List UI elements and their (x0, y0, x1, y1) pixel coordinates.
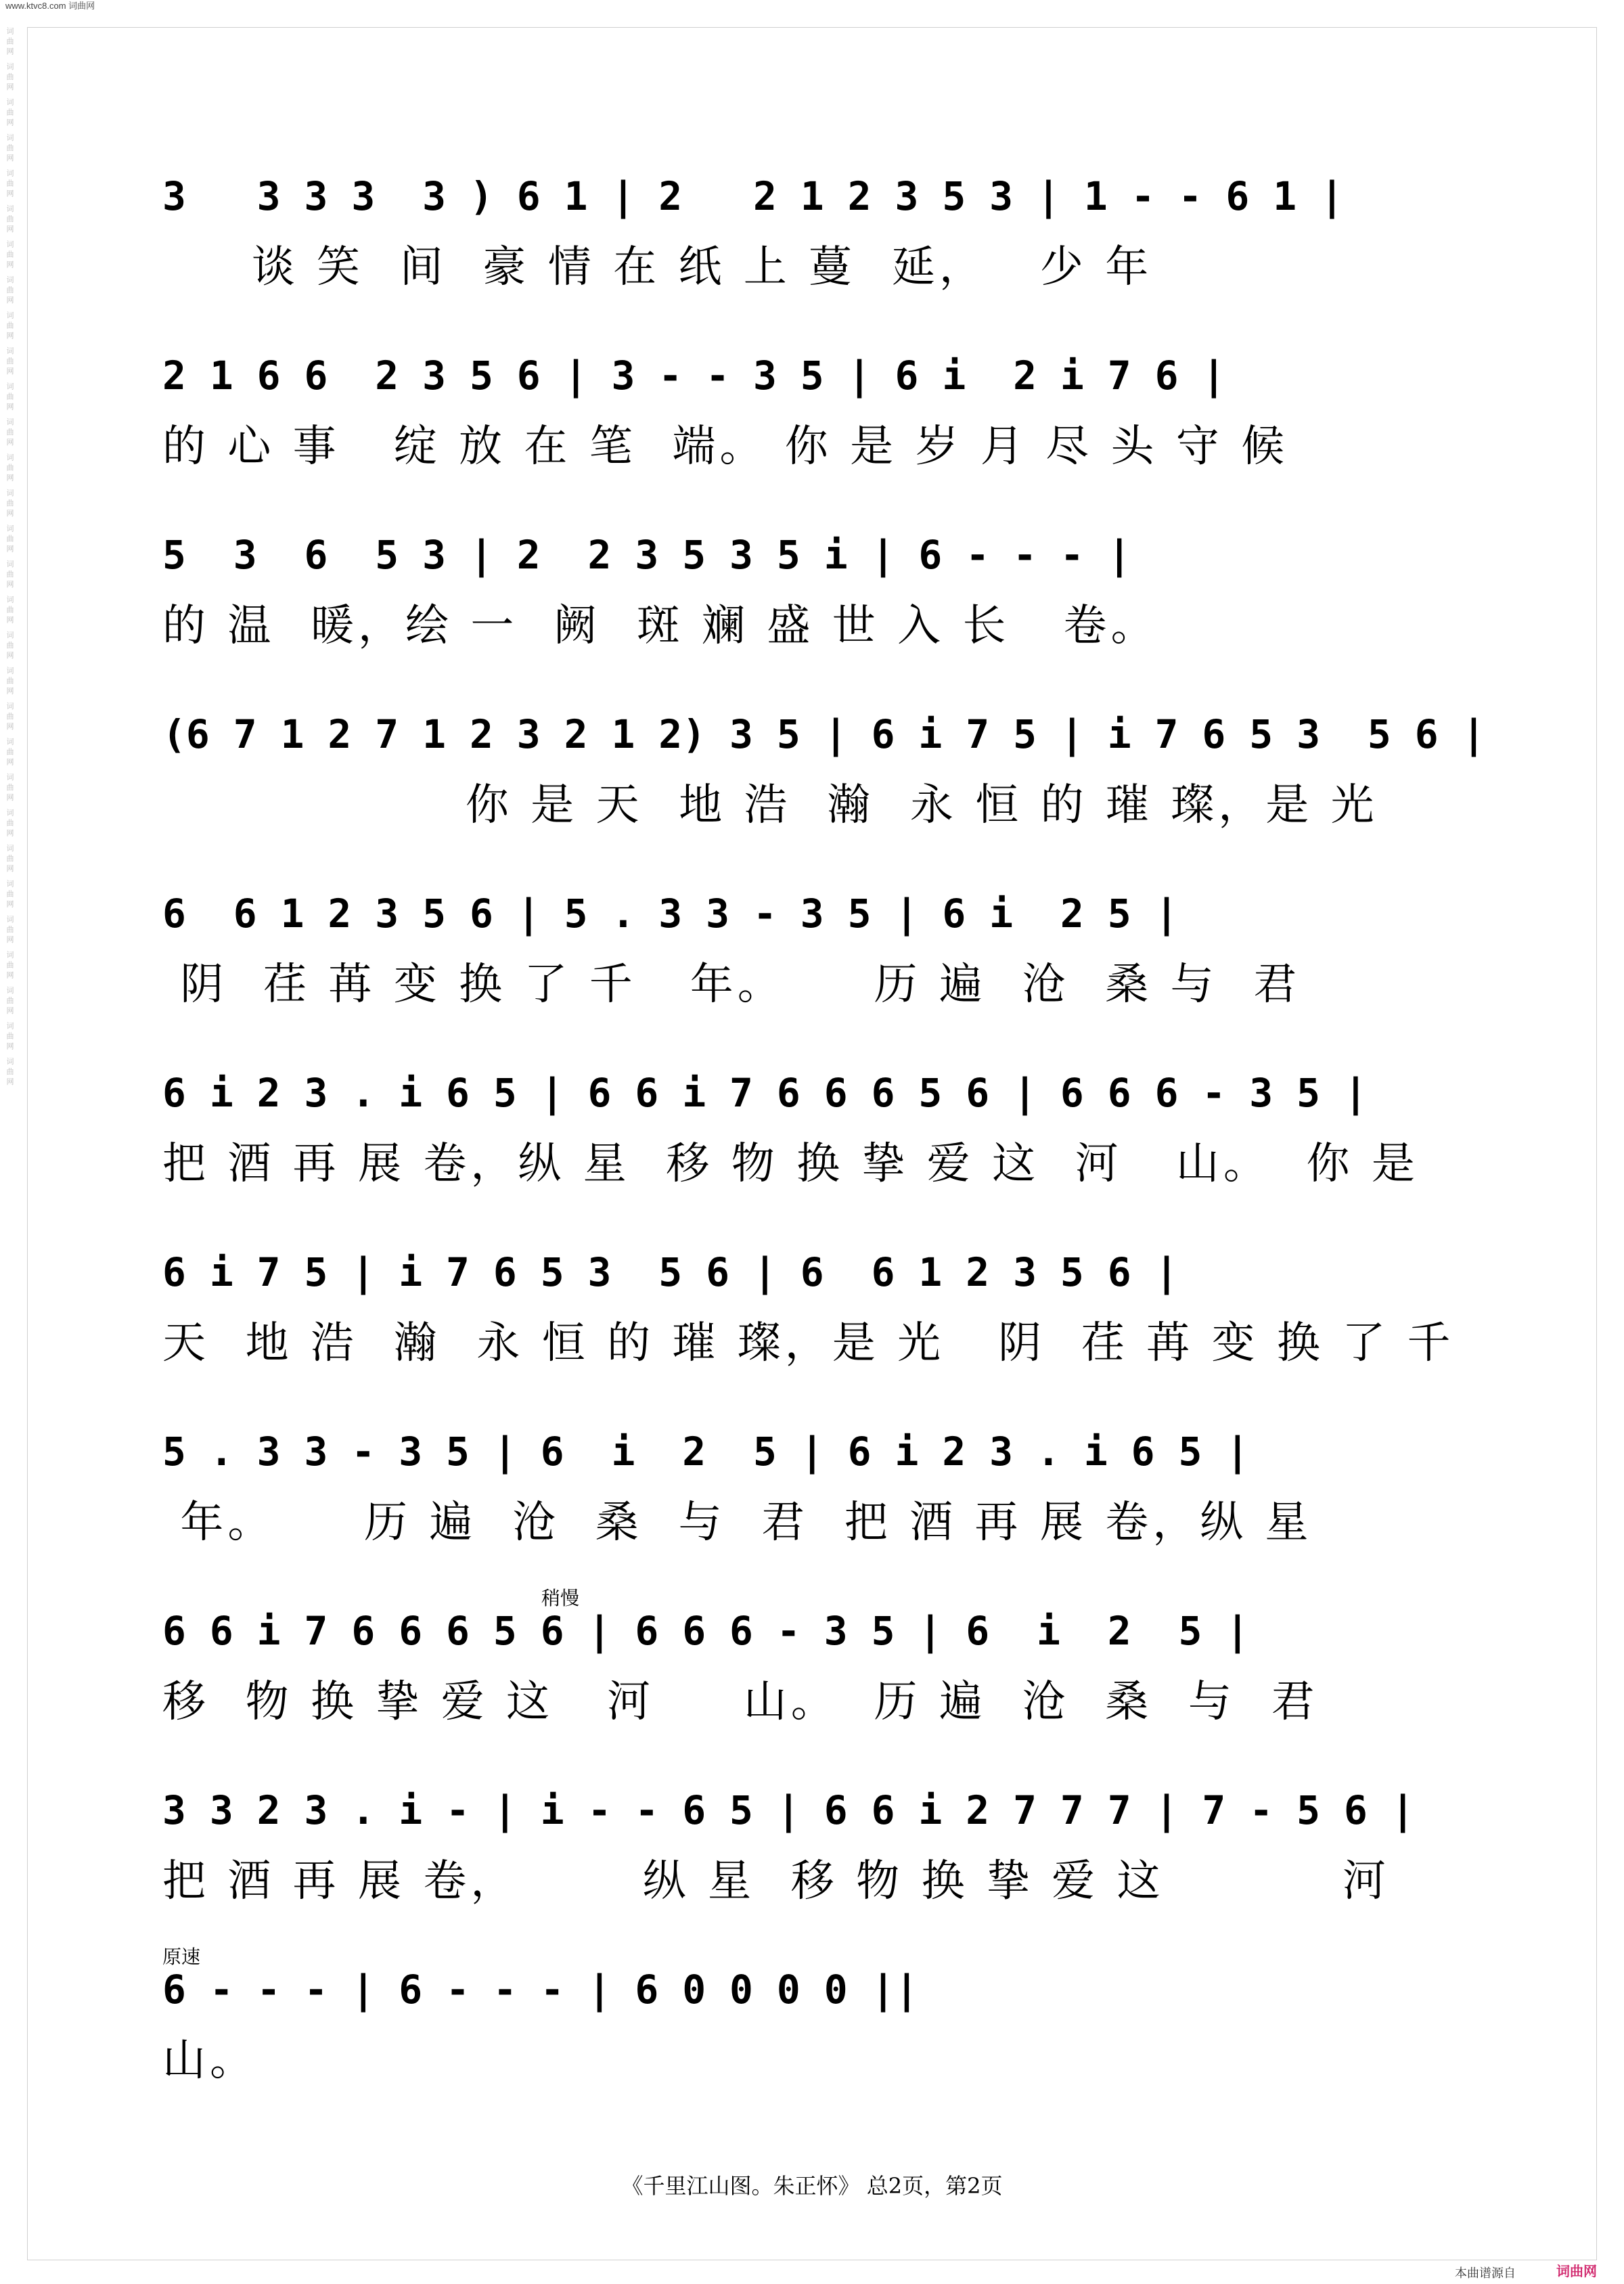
notes-line: 5 3 6 5 3 | 2 2 3 5 3 5 i | 6 - - - | (162, 532, 1131, 578)
notes-line: 6 i 2 3 . i 6 5 | 6 6 i 7 6 6 6 5 6 | 6 6 6 - 3 5 | (162, 1070, 1368, 1116)
notes-line: 5 . 3 3 - 3 5 | 6 i 2 5 | 6 i 2 3 . i 6 5 | (162, 1429, 1250, 1475)
lyrics-line: 移 物 换 挚 爱 这 河 山。 历 遍 沧 桑 与 君 (162, 1677, 1319, 1727)
notes-line: 6 - - - | 6 - - - | 6 0 0 0 0 || (162, 1967, 919, 2013)
lyrics-line: 谈 笑 间 豪 情 在 纸 上 蔓 延， 少 年 (162, 242, 1153, 292)
notes-line: 3 3 2 3 . i - | i - - 6 5 | 6 6 i 2 7 7 7 | 7 - 5 6 | (162, 1787, 1415, 1833)
tempo-marking: 稍慢 (541, 1587, 580, 1609)
notes-line: 3 3 3 3 3 ) 6 1 | 2 2 1 2 3 5 3 | 1 - - 6 1 | (162, 173, 1344, 219)
score-system (162, 508, 1475, 687)
lyrics-line: 天 地 浩 瀚 永 恒 的 璀 璨，是 光 阴 荏 苒 变 换 了 千 (162, 1318, 1455, 1368)
lyrics-line: 把 酒 再 展 卷，纵 星 移 物 换 挚 爱 这 河 山。 你 是 (162, 1139, 1419, 1189)
notes-line: 6 6 1 2 3 5 6 | 5 . 3 3 - 3 5 | 6 i 2 5 | (162, 891, 1179, 937)
lyrics-line: 阴 荏 苒 变 换 了 千 年。 历 遍 沧 桑 与 君 (162, 960, 1301, 1010)
score-system (162, 1046, 1475, 1225)
site-header: www.ktvc8.com 词曲网 (5, 1, 95, 11)
score-system (162, 1942, 1475, 2122)
lyrics-line: 的 心 事 绽 放 在 笔 端。 你 是 岁 月 尽 头 守 候 (162, 422, 1289, 472)
sidebar-watermark: 词曲网 词曲网 词曲网 词曲网 词曲网 词曲网 词曲网 词曲网 词曲网 词曲网 词曲网 词曲网 词曲网 词曲网 词曲网 词曲网 词曲网 词曲网 词曲网 词曲网 词曲网 词曲网 词曲网 词曲网 词曲网 词曲网 词曲网 词曲网 词曲网 词曲网 (5, 27, 14, 1088)
notes-line: (6 7 1 2 7 1 2 3 2 1 2) 3 5 | 6 i 7 5 | i 7 6 5 3 5 6 | (162, 711, 1486, 757)
score-system (162, 149, 1475, 328)
lyrics-line: 你 是 天 地 浩 瀚 永 恒 的 璀 璨，是 光 (162, 780, 1378, 830)
lyrics-line: 把 酒 再 展 卷， 纵 星 移 物 换 挚 爱 这 河 (162, 1856, 1390, 1906)
source-note: 本曲谱源自 (1455, 2266, 1516, 2281)
score-system (162, 866, 1475, 1046)
score-system (162, 328, 1475, 508)
notes-line: 2 1 6 6 2 3 5 6 | 3 - - 3 5 | 6 i 2 i 7 6 | (162, 353, 1226, 399)
lyrics-line: 的 温 暖，绘 一 阙 斑 斓 盛 世 入 长 卷。 (162, 601, 1158, 651)
notes-line: 6 6 i 7 6 6 6 5 6 | 6 6 6 - 3 5 | 6 i 2 5 | (162, 1608, 1250, 1654)
score-system (162, 1584, 1475, 1763)
page-footer: 《千里江山图。朱正怀》 总2页，第2页 (621, 2173, 1003, 2199)
notes-line: 6 i 7 5 | i 7 6 5 3 5 6 | 6 6 1 2 3 5 6 | (162, 1249, 1179, 1295)
tempo-marking: 原速 (162, 1946, 201, 1968)
score-system (162, 1763, 1475, 1942)
score-system (162, 1225, 1475, 1404)
site-logo: 词曲网 (1556, 2263, 1597, 2279)
lyrics-line: 山。 (162, 2036, 257, 2086)
score-area (162, 149, 1486, 2122)
lyrics-line: 年。 历 遍 沧 桑 与 君 把 酒 再 展 卷，纵 星 (162, 1498, 1313, 1548)
score-system (162, 687, 1486, 866)
score-system (162, 1404, 1475, 1584)
